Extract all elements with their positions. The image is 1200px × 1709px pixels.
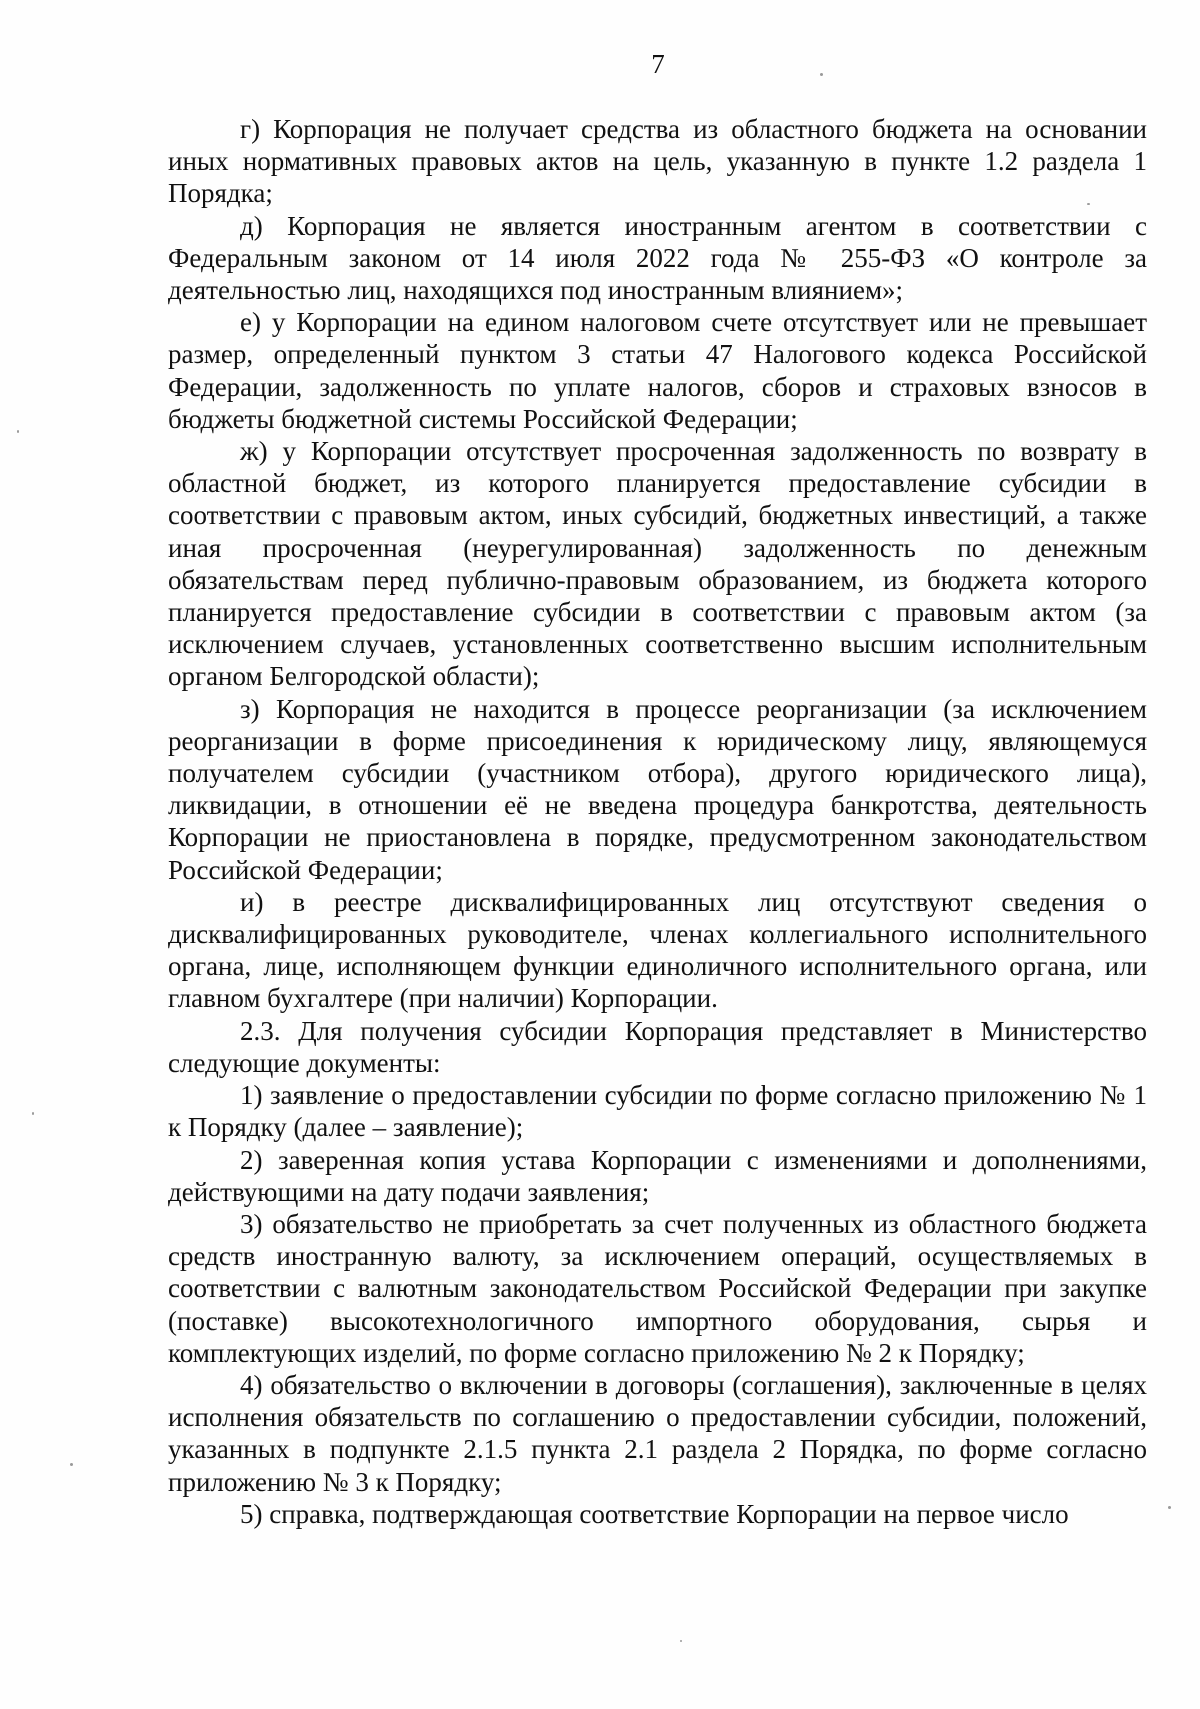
paragraph-g: г) Корпорация не получает средства из областного бюджета на основании иных нормативных правовых актов на цель, указанную в пункте 1.2 раздела 1 Порядка; [168, 114, 1147, 209]
scan-speck [680, 1640, 682, 1642]
page-number: 7 [651, 49, 665, 79]
document-body [168, 113, 1147, 1530]
document-item-2: 2) заверенная копия устава Корпорации с изменениями и дополнениями, действующими на дату подачи заявления; [168, 1144, 1147, 1207]
paragraph-e: е) у Корпорации на едином налоговом счете отсутствует или не превышает размер, определенный пунктом 3 статьи 47 Налогового кодекса Российской Федерации, задолженность по уплате налогов, сборов и страховых взносов в бюджеты бюджетной системы Российской Федерации; [168, 307, 1147, 434]
document-item-5: 5) справка, подтверждающая соответствие Корпорации на первое число [240, 1498, 1069, 1529]
scan-speck [17, 430, 19, 433]
document-item-1: 1) заявление о предоставлении субсидии по форме согласно приложению № 1 к Порядку (далее – заявление); [168, 1080, 1147, 1143]
document-item-4: 4) обязательство о включении в договоры (соглашения), заключенные в целях исполнения обязательств по соглашению о предоставлении субсидии, положений, указанных в подпункте 2.1.5 пункта 2.1 раздела 2 Порядка, по форме согласно приложению № 3 к Порядку; [168, 1369, 1147, 1497]
paragraph-zh: ж) у Корпорации отсутствует просроченная задолженность по возврату в областной бюджет, из которого планируется предоставление субсидии в соответствии с правовым актом, иных субсидий, бюджетных инвестиций, а также иная просроченная (неурегулированная) задолженность по денежным обязательствам перед публично-правовым образованием, из бюджета которого планируется предоставление субсидии в соответствии с правовым актом (за исключением случаев, установленных соответственно высшим исполнительным органом Белгородской области); [168, 436, 1147, 692]
scan-speck [1168, 1506, 1171, 1509]
scan-speck [32, 1112, 34, 1115]
paragraph-d: д) Корпорация не является иностранным агентом в соответствии с Федеральным законом от 14 июля 2022 года № 255-ФЗ «О контроле за деятельностью лиц, находящихся под иностранным влиянием»; [168, 210, 1147, 306]
scan-speck [820, 73, 823, 76]
scan-speck [70, 1463, 73, 1466]
document-item-3: 3) обязательство не приобретать за счет полученных из областного бюджета средств иностранную валюту, за исключением операций, осуществляемых в соответствии с валютным законодательством Российской Федерации при закупке (поставке) высокотехнологичного импортного оборудования, сырья и комплектующих изделий, по форме согласно приложению № 2 к Порядку; [168, 1208, 1147, 1368]
paragraph-z: з) Корпорация не находится в процессе реорганизации (за исключением реорганизации в форме присоединения к юридическому лицу, являющемуся получателем субсидии (участником отбора), другого юридического лица), ликвидации, в отношении её не введена процедура банкротства, деятельность Корпорации не приостановлена в порядке, предусмотренном законодательством Российской Федерации; [168, 693, 1147, 885]
scan-speck [1087, 203, 1090, 205]
paragraph-i: и) в реестре дисквалифицированных лиц отсутствуют сведения о дисквалифицированных руководителе, членах коллегиального исполнительного органа, лице, исполняющем функции единоличного исполнительного органа, или главном бухгалтере (при наличии) Корпорации. [168, 886, 1147, 1014]
section-2-3-intro: 2.3. Для получения субсидии Корпорация представляет в Министерство следующие документы: [168, 1015, 1147, 1078]
